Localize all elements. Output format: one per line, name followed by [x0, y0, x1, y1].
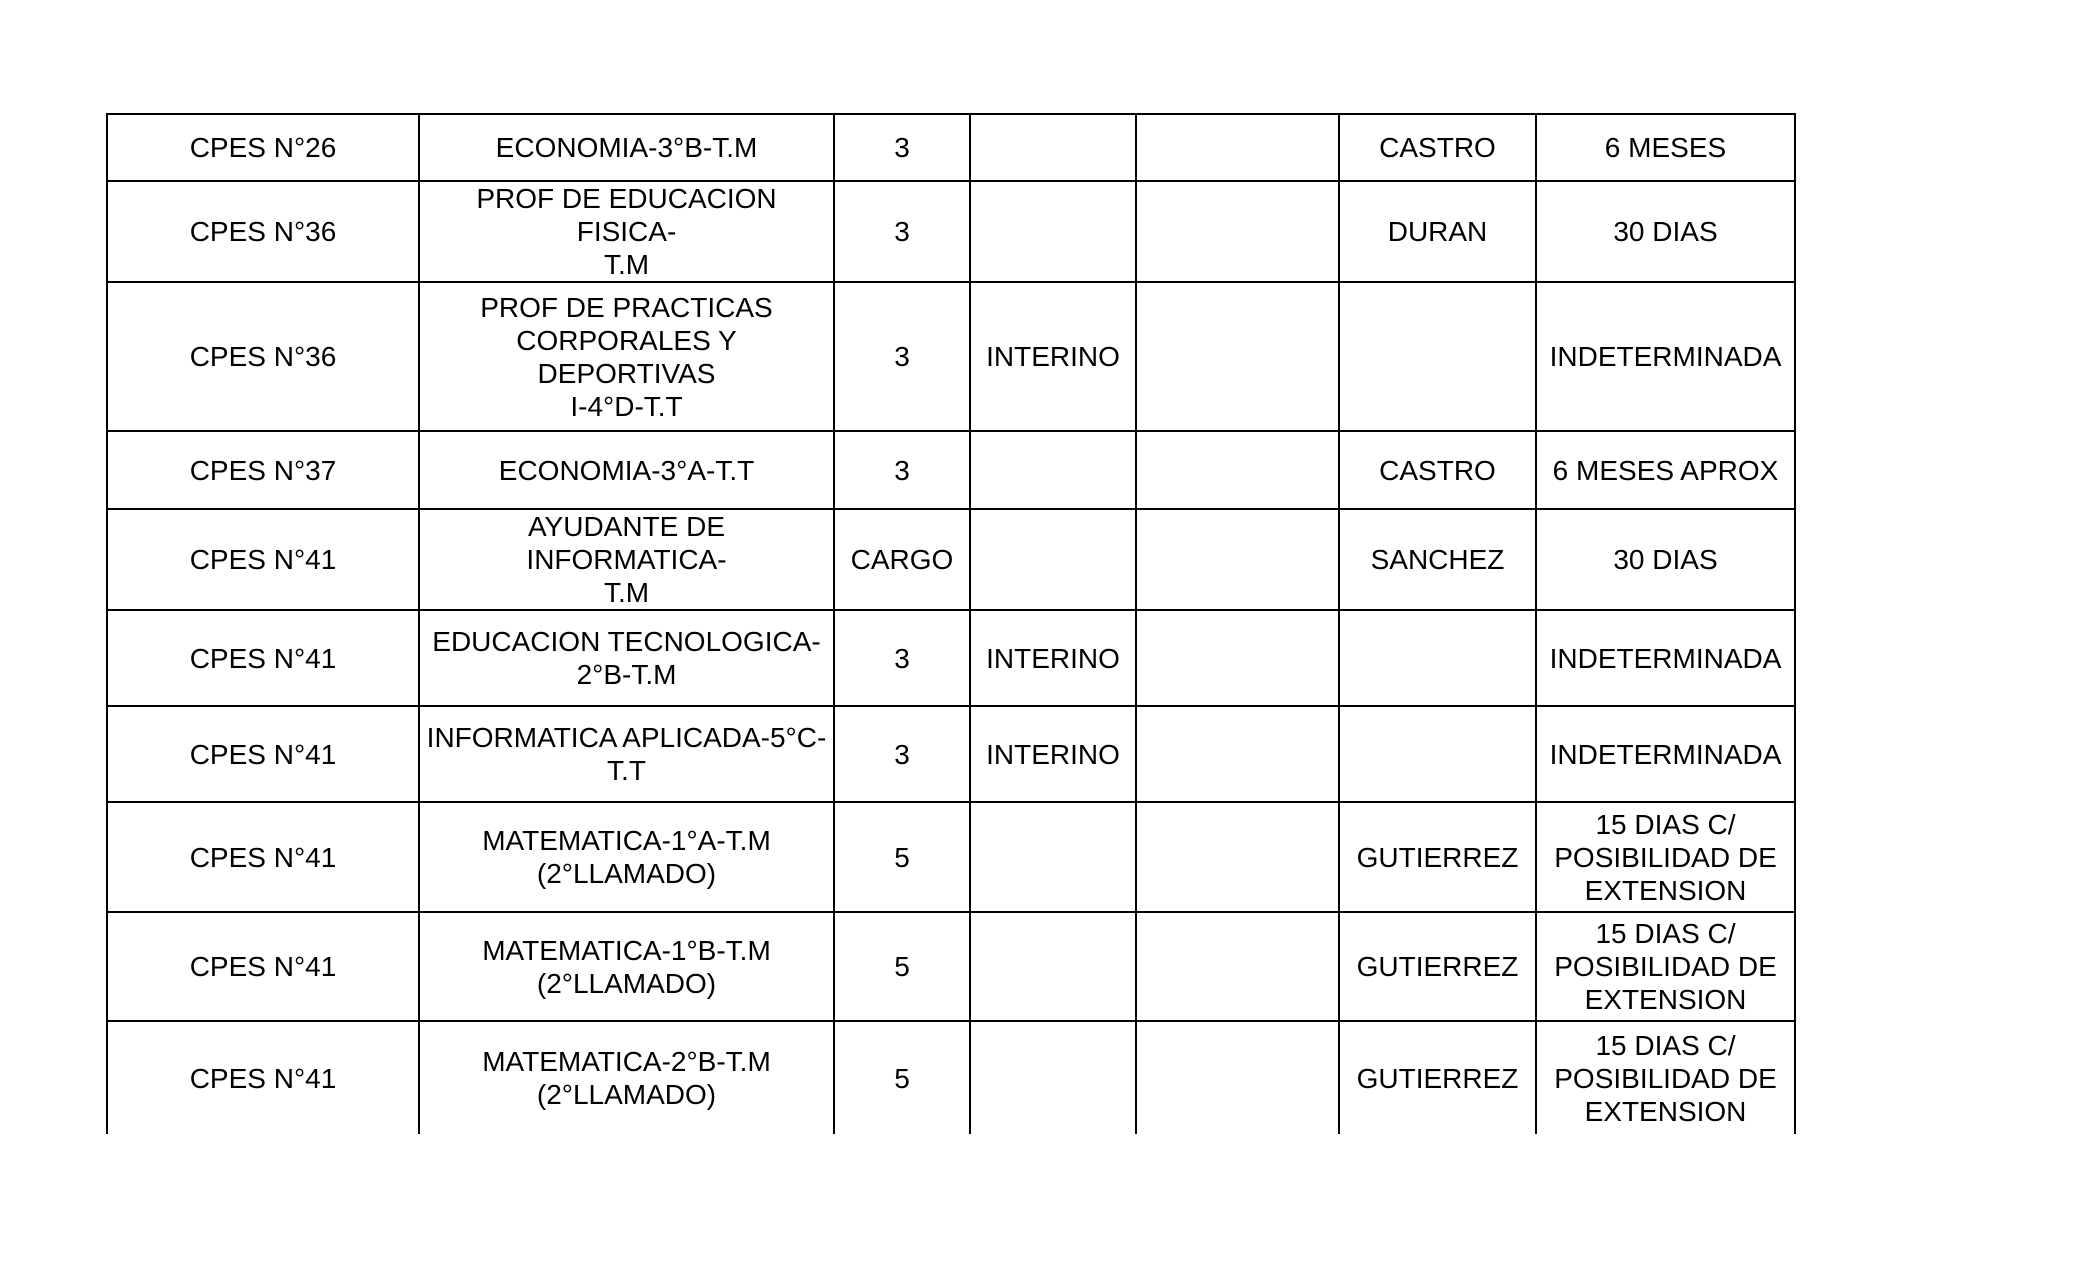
- extra-cell: [1136, 181, 1339, 282]
- replaced-teacher-cell: GUTIERREZ: [1339, 802, 1536, 912]
- table-row: [107, 706, 1795, 802]
- subject-cell: PROF DE PRACTICAS CORPORALES Y DEPORTIVAS I-4°D-T.T: [419, 282, 834, 431]
- duration-cell: 6 MESES: [1536, 114, 1795, 181]
- extra-cell: [1136, 706, 1339, 802]
- extra-cell: [1136, 912, 1339, 1021]
- school-cell: CPES N°36: [107, 282, 419, 431]
- hours-cell: 3: [834, 181, 970, 282]
- extra-cell: [1136, 509, 1339, 610]
- status-cell: [970, 802, 1136, 912]
- status-cell: INTERINO: [970, 282, 1136, 431]
- extra-cell: [1136, 1021, 1339, 1134]
- duration-cell: 6 MESES APROX: [1536, 431, 1795, 509]
- duration-cell: INDETERMINADA: [1536, 610, 1795, 706]
- subject-cell: MATEMATICA-1°A-T.M (2°LLAMADO): [419, 802, 834, 912]
- vacancy-table: [106, 113, 1796, 1134]
- status-cell: [970, 912, 1136, 1021]
- replaced-teacher-cell: CASTRO: [1339, 431, 1536, 509]
- hours-cell: 3: [834, 610, 970, 706]
- table-row: [107, 431, 1795, 509]
- subject-cell: MATEMATICA-2°B-T.M (2°LLAMADO): [419, 1021, 834, 1134]
- duration-cell: 15 DIAS C/ POSIBILIDAD DE EXTENSION: [1536, 802, 1795, 912]
- status-cell: [970, 181, 1136, 282]
- extra-cell: [1136, 114, 1339, 181]
- status-cell: [970, 114, 1136, 181]
- status-cell: [970, 1021, 1136, 1134]
- status-cell: INTERINO: [970, 610, 1136, 706]
- hours-cell: 5: [834, 1021, 970, 1134]
- hours-cell: 5: [834, 912, 970, 1021]
- subject-cell: MATEMATICA-1°B-T.M (2°LLAMADO): [419, 912, 834, 1021]
- status-cell: [970, 509, 1136, 610]
- replaced-teacher-cell: [1339, 610, 1536, 706]
- school-cell: CPES N°41: [107, 509, 419, 610]
- subject-cell: EDUCACION TECNOLOGICA- 2°B-T.M: [419, 610, 834, 706]
- subject-cell: INFORMATICA APLICADA-5°C- T.T: [419, 706, 834, 802]
- subject-cell: AYUDANTE DE INFORMATICA- T.M: [419, 509, 834, 610]
- subject-cell: ECONOMIA-3°B-T.M: [419, 114, 834, 181]
- table-row: [107, 1021, 1795, 1134]
- duration-cell: INDETERMINADA: [1536, 706, 1795, 802]
- table-row: [107, 282, 1795, 431]
- duration-cell: 30 DIAS: [1536, 181, 1795, 282]
- hours-cell: 3: [834, 431, 970, 509]
- duration-cell: 15 DIAS C/ POSIBILIDAD DE EXTENSION: [1536, 912, 1795, 1021]
- replaced-teacher-cell: DURAN: [1339, 181, 1536, 282]
- replaced-teacher-cell: CASTRO: [1339, 114, 1536, 181]
- school-cell: CPES N°41: [107, 912, 419, 1021]
- school-cell: CPES N°36: [107, 181, 419, 282]
- table-row: [107, 509, 1795, 610]
- extra-cell: [1136, 802, 1339, 912]
- duration-cell: 15 DIAS C/ POSIBILIDAD DE EXTENSION: [1536, 1021, 1795, 1134]
- status-cell: [970, 431, 1136, 509]
- school-cell: CPES N°41: [107, 706, 419, 802]
- replaced-teacher-cell: GUTIERREZ: [1339, 912, 1536, 1021]
- duration-cell: 30 DIAS: [1536, 509, 1795, 610]
- subject-cell: PROF DE EDUCACION FISICA- T.M: [419, 181, 834, 282]
- table-row: [107, 114, 1795, 181]
- replaced-teacher-cell: GUTIERREZ: [1339, 1021, 1536, 1134]
- school-cell: CPES N°41: [107, 802, 419, 912]
- hours-cell: CARGO: [834, 509, 970, 610]
- hours-cell: 3: [834, 706, 970, 802]
- table-row: [107, 802, 1795, 912]
- hours-cell: 3: [834, 114, 970, 181]
- table-row: [107, 181, 1795, 282]
- extra-cell: [1136, 282, 1339, 431]
- status-cell: INTERINO: [970, 706, 1136, 802]
- subject-cell: ECONOMIA-3°A-T.T: [419, 431, 834, 509]
- duration-cell: INDETERMINADA: [1536, 282, 1795, 431]
- school-cell: CPES N°41: [107, 610, 419, 706]
- table-row: [107, 610, 1795, 706]
- hours-cell: 3: [834, 282, 970, 431]
- school-cell: CPES N°41: [107, 1021, 419, 1134]
- school-cell: CPES N°37: [107, 431, 419, 509]
- replaced-teacher-cell: SANCHEZ: [1339, 509, 1536, 610]
- replaced-teacher-cell: [1339, 282, 1536, 431]
- school-cell: CPES N°26: [107, 114, 419, 181]
- table-row: [107, 912, 1795, 1021]
- hours-cell: 5: [834, 802, 970, 912]
- replaced-teacher-cell: [1339, 706, 1536, 802]
- extra-cell: [1136, 610, 1339, 706]
- extra-cell: [1136, 431, 1339, 509]
